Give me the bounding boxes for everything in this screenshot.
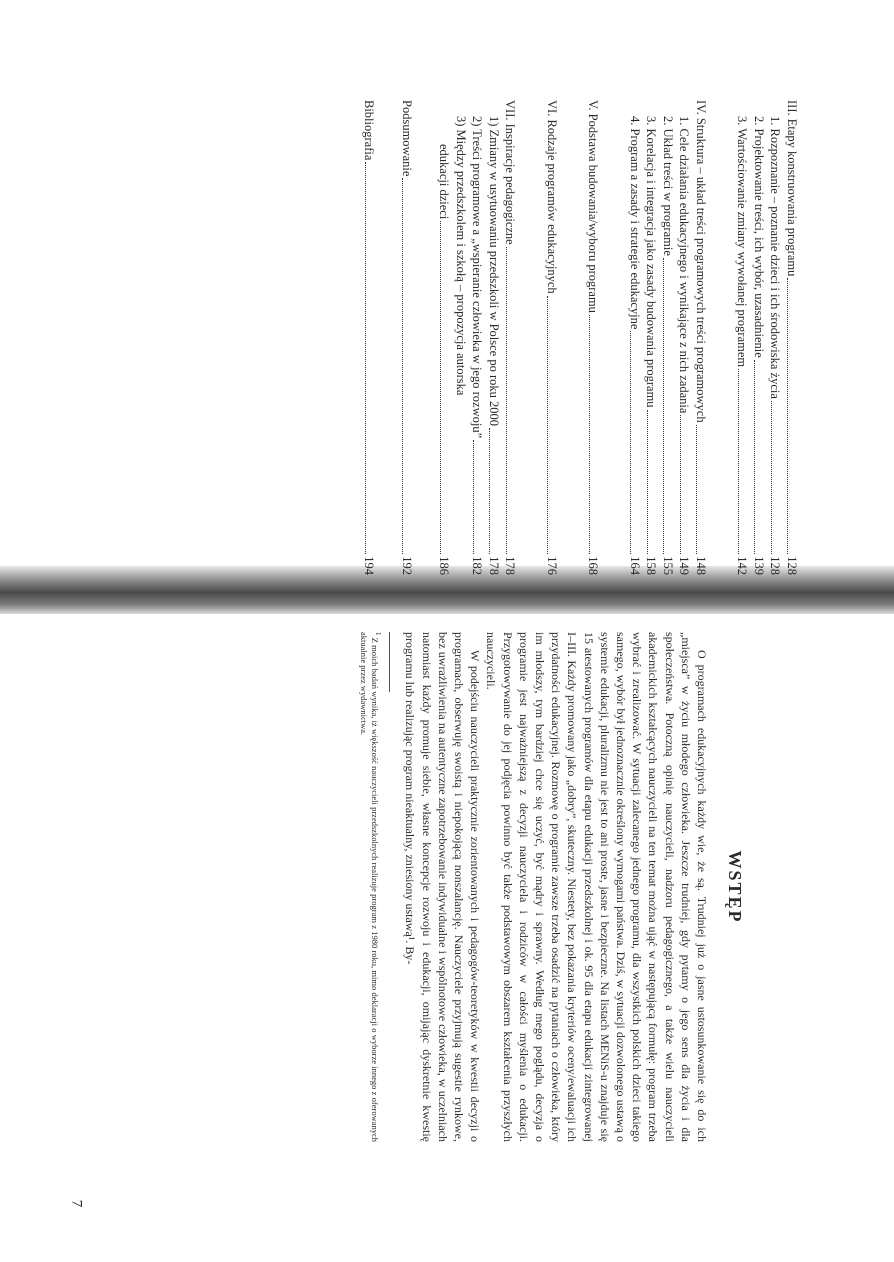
toc-entry-page: 178 — [503, 556, 518, 575]
toc-entry-page: 168 — [586, 556, 601, 575]
toc-entry-page: 164 — [628, 556, 642, 575]
toc-entry-page: 192 — [400, 556, 414, 575]
toc-entry-page: 128 — [768, 556, 783, 575]
toc-entry[interactable] — [436, 100, 453, 575]
toc-entry-label: 1. Cele działania edukacyjnego i wynikające z nich zadania — [677, 116, 692, 414]
toc-entry[interactable] — [399, 100, 416, 575]
toc-entry-label: 3) Między przedszkolem i szkołą – propozycja autorska — [454, 116, 468, 396]
toc-entry-label: 3. Korelacja i integracja jako zasady budowania programu — [644, 116, 659, 408]
intro-paragraph: O programach edukacyjnych każdy wie, że są. Trudniej już o jasne ustosunkowanie się do ich „miejsca” w życiu młodego człowieka. Jeszcze trudniej, gdy pytamy o jego sens dla życia i dla społeczeństwa. Potoczną opinię nauczycieli, nadzoru pedagogicznego, a także wielu nauczycieli akademickich kształcących nauczycieli na ten temat można ująć w następującą formułę: program trzeba wybrać i zrealizować. W sytuacji zalecanego jednego programu, dla wszystkich polskich dzieci takiego samego, wybór był jednoznacznie określony wymogami państwa. Dziś, w sytuacji dozwolonego ustawą o systemie edukacji, pluralizmu nie jest to ani proste, jasne i bezpieczne. Na listach MENiS-u znajduje się 15 atestowanych programów dla etapu edukacji przedszkolnej i ok. 95 dla etapu edukacji zintegrowanej I–III. Każdy promowany jako „dobry”, skuteczny. Niestety, bez pokazania kryteriów oceny/ewaluacji ich przydatności edukacyjnej. Rozmowę o programie zawsze trzeba osadzić na pytaniach o człowieka, który im młodszy, tym bardziej chce się uczyć, być mądry i sprawny. Według mego poglądu, decyzja o programie jest najważniejszą z decyzji nauczyciela i rodziców w całości myślenia o edukacji. Przygotowywanie do jej podjęcia powinno być także podstawowym obszarem kształcenia przyszłych nauczycieli. — [484, 632, 709, 1142]
intro-title: WSTĘP — [725, 850, 745, 924]
table-of-contents — [361, 100, 800, 575]
toc-entry[interactable] — [453, 100, 470, 575]
toc-entry[interactable] — [784, 100, 801, 575]
footnote-text: Z moich badań wynika, iż większość nauczycieli przedszkolnych realizuje program z 1980 roku, mimo deklaracji o wyborze innego z oferowanych aktualnie przez wydawnictwa. — [359, 632, 381, 1142]
toc-entry-page: 194 — [362, 556, 377, 575]
toc-entry-label: 3. Wartościowanie zmiany wywołanej programem — [735, 116, 750, 368]
toc-entry-page: 155 — [661, 556, 675, 575]
toc-entry[interactable] — [585, 100, 602, 575]
toc-entry[interactable] — [361, 100, 378, 575]
footnote — [358, 632, 383, 1142]
intro-paragraph: W podejściu nauczycieli praktycznie zorientowanych i pedagogów-teoretyków w kwestii decyzji o programach, obserwuję swoistą i niepokojącą nonszalancję. Nauczyciele przyjmują sugestie rynkowe, bez uwrażliwienia na autentyczne zapotrzebowanie indywidualne i wspólnotowe człowieka, w uczelniach natomiast każdy promuje siebie, własne koncepcje rozwoju i edukacji, omijając dyskretnie kwestię programu lub realizując program nieaktualny, zniesiony ustawą¹. By- — [403, 632, 483, 1142]
toc-entry-label: III. Etapy konstruowania programu — [785, 100, 799, 277]
toc-entry[interactable] — [693, 100, 710, 575]
toc-entry[interactable] — [767, 100, 784, 575]
toc-entry[interactable] — [643, 100, 660, 575]
toc-entry-page: 139 — [752, 556, 766, 575]
toc-entry[interactable] — [486, 100, 503, 575]
toc-entry-page: 158 — [644, 556, 659, 575]
toc-entry[interactable] — [627, 100, 644, 575]
toc-entry-label: Bibliografia — [362, 100, 377, 161]
toc-entry-label: VII. Inspiracje pedagogiczne — [503, 100, 518, 245]
toc-entry-label: VI. Rodzaje programów edukacyjnych — [545, 100, 559, 294]
toc-entry[interactable] — [469, 100, 486, 575]
toc-entry-label: Podsumowanie — [400, 100, 414, 177]
toc-entry-page: 142 — [735, 556, 750, 575]
toc-entry-label: 2. Projektowanie treści, ich wybór, uzasadnienie — [752, 116, 766, 358]
toc-entry[interactable] — [734, 100, 751, 575]
toc-entry-label: 4. Program a zasady i strategie edukacyjne — [628, 116, 642, 330]
footnote-separator — [389, 632, 390, 692]
toc-entry-page: 178 — [487, 556, 501, 575]
toc-entry[interactable] — [751, 100, 768, 575]
toc-entry-page: 149 — [677, 556, 692, 575]
footnote-mark: 1 — [374, 632, 383, 636]
toc-entry-page: 186 — [437, 556, 452, 575]
toc-entry-page: 148 — [694, 556, 708, 575]
toc-entry-label: 1) Zmiany w usytuowaniu przedszkoli w Polsce po roku 2000 — [487, 116, 501, 427]
toc-entry-label: 1. Rozpoznanie – poznanie dzieci i ich środowiska życia — [768, 116, 783, 399]
toc-entry-page: 176 — [545, 556, 559, 575]
toc-entry-label: V. Podstawa budowania/wyboru programu — [586, 100, 601, 313]
toc-entry[interactable] — [660, 100, 677, 575]
toc-entry[interactable] — [676, 100, 693, 575]
toc-entry-label: 2) Treści programowe a „wspieranie człowieka w jego rozwoju” — [470, 116, 485, 439]
toc-entry-label: edukacji dzieci — [437, 144, 452, 220]
page-number: 7 — [68, 1199, 85, 1208]
introduction-section — [358, 632, 745, 1142]
toc-entry[interactable] — [502, 100, 519, 575]
toc-entry-page: 182 — [470, 556, 485, 575]
toc-entry-label: 2. Układ treści w programie — [661, 116, 675, 256]
toc-entry[interactable] — [544, 100, 561, 575]
toc-entry-label: IV. Struktura – układ treści programowych treści programowych — [694, 100, 708, 423]
toc-entry-page: 128 — [785, 556, 799, 575]
